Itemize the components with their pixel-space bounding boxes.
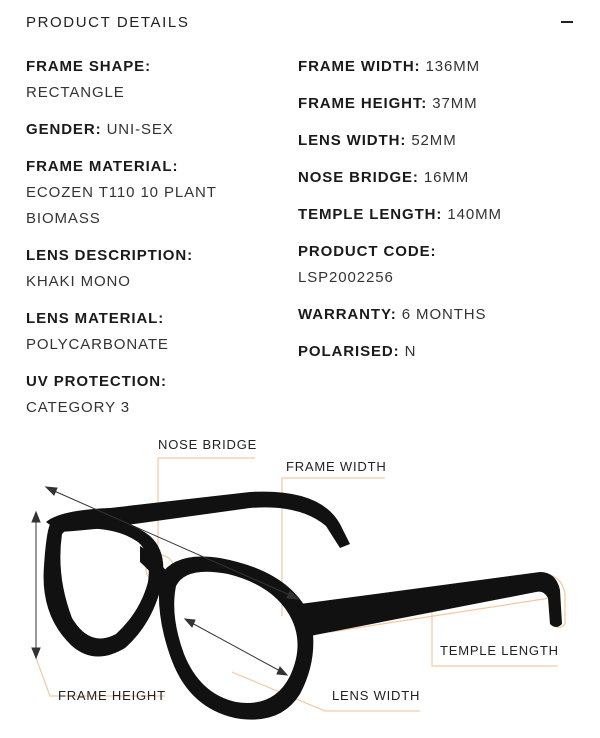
frame-shape-detail bbox=[26, 54, 286, 106]
detail-label: GENDER: bbox=[26, 121, 102, 138]
detail-label: LENS WIDTH: bbox=[298, 132, 407, 149]
minus-icon[interactable] bbox=[556, 11, 578, 33]
detail-value: 52MM bbox=[411, 132, 457, 149]
detail-value: 37MM bbox=[432, 95, 478, 112]
details-right-column bbox=[298, 54, 578, 376]
detail-value: CATEGORY 3 bbox=[26, 399, 131, 416]
temple-length-detail bbox=[298, 202, 578, 228]
detail-label: TEMPLE LENGTH: bbox=[298, 206, 443, 223]
detail-label: FRAME WIDTH: bbox=[298, 58, 421, 75]
lens-width-label: LENS WIDTH bbox=[332, 688, 421, 703]
detail-label: FRAME SHAPE: bbox=[26, 58, 151, 75]
frame-material-detail bbox=[26, 154, 286, 232]
section-title: PRODUCT DETAILS bbox=[26, 13, 190, 31]
detail-label: PRODUCT CODE: bbox=[298, 243, 437, 260]
details-left-column bbox=[26, 54, 286, 432]
detail-label: WARRANTY: bbox=[298, 306, 397, 323]
frame-height-label: FRAME HEIGHT bbox=[58, 688, 166, 703]
polarised-detail bbox=[298, 339, 578, 365]
temple-length-label: TEMPLE LENGTH bbox=[440, 643, 559, 658]
detail-value: ECOZEN T110 10 PLANT BIOMASS bbox=[26, 184, 217, 227]
detail-value: POLYCARBONATE bbox=[26, 336, 169, 353]
detail-value: 140MM bbox=[447, 206, 502, 223]
uv-protection-detail bbox=[26, 369, 286, 421]
frame-width-detail bbox=[298, 54, 578, 80]
detail-value: LSP2002256 bbox=[298, 269, 394, 286]
detail-label: LENS MATERIAL: bbox=[26, 310, 165, 327]
product-details-header[interactable] bbox=[26, 10, 574, 34]
glasses-measurement-diagram bbox=[0, 426, 600, 733]
detail-label: FRAME HEIGHT: bbox=[298, 95, 428, 112]
lens-width-detail bbox=[298, 128, 578, 154]
product-code-detail bbox=[298, 239, 578, 291]
lens-material-detail bbox=[26, 306, 286, 358]
detail-value: N bbox=[404, 343, 417, 360]
detail-value: 16MM bbox=[423, 169, 470, 186]
detail-label: NOSE BRIDGE: bbox=[298, 169, 419, 186]
detail-label: POLARISED: bbox=[298, 343, 400, 360]
gender-detail bbox=[26, 117, 286, 143]
detail-label: LENS DESCRIPTION: bbox=[26, 247, 193, 264]
nose-bridge-detail bbox=[298, 165, 578, 191]
frame-height-detail bbox=[298, 91, 578, 117]
detail-value: UNI-SEX bbox=[106, 121, 174, 138]
nose-bridge-label: NOSE BRIDGE bbox=[158, 437, 258, 452]
detail-label: UV PROTECTION: bbox=[26, 373, 167, 390]
detail-value: KHAKI MONO bbox=[26, 273, 131, 290]
detail-value: 6 MONTHS bbox=[401, 306, 487, 323]
detail-value: 136MM bbox=[425, 58, 481, 75]
lens-description-detail bbox=[26, 243, 286, 295]
detail-value: RECTANGLE bbox=[26, 84, 125, 101]
warranty-detail bbox=[298, 302, 578, 328]
detail-label: FRAME MATERIAL: bbox=[26, 158, 179, 175]
frame-width-label: FRAME WIDTH bbox=[286, 459, 387, 474]
